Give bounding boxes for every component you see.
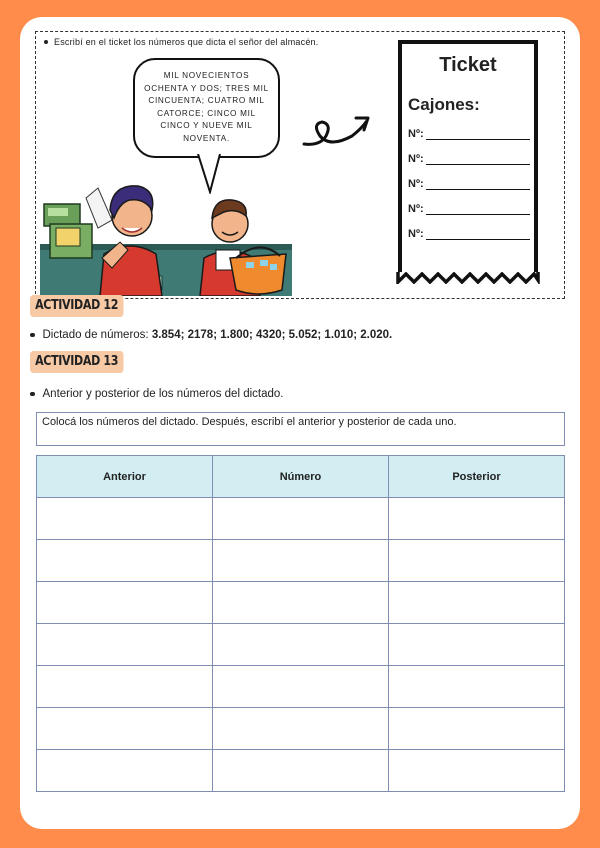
posterior-cell[interactable] — [389, 666, 565, 708]
numero-cell[interactable] — [213, 708, 389, 750]
ticket-row-label: Nº: — [408, 178, 424, 190]
ticket-row[interactable] — [408, 227, 534, 240]
ticket-subtitle: Cajones: — [408, 95, 480, 114]
posterior-cell[interactable] — [389, 498, 565, 540]
ticket-row-label: Nº: — [408, 153, 424, 165]
table-row — [37, 582, 565, 624]
ticket-blank-line[interactable] — [426, 155, 530, 165]
table-row — [37, 624, 565, 666]
curly-arrow-icon — [300, 106, 374, 156]
ticket-blank-line[interactable] — [426, 130, 530, 140]
table-row — [37, 708, 565, 750]
table-row — [37, 750, 565, 792]
ticket-blank-line[interactable] — [426, 230, 530, 240]
numero-cell[interactable] — [213, 540, 389, 582]
instruction — [44, 37, 318, 47]
numero-cell[interactable] — [213, 624, 389, 666]
numero-cell[interactable] — [213, 498, 389, 540]
anterior-cell[interactable] — [37, 750, 213, 792]
illustration-box — [35, 31, 565, 299]
activity-12-bullet — [30, 329, 392, 341]
posterior-cell[interactable] — [389, 624, 565, 666]
speech-bubble: MIL NOVECIENTOS OCHENTA Y DOS; TRES MIL CINCUENTA; CUATRO MIL CATORCE; CINCO MIL CINCO Y NUEVE MIL NOVENTA. — [133, 58, 280, 158]
bullet-dot — [30, 333, 35, 338]
ticket — [398, 40, 538, 276]
numero-cell[interactable] — [213, 582, 389, 624]
posterior-cell[interactable] — [389, 750, 565, 792]
ticket-row-label: Nº: — [408, 228, 424, 240]
anterior-cell[interactable] — [37, 666, 213, 708]
bullet-dot — [44, 40, 48, 44]
ticket-row-label: Nº: — [408, 128, 424, 140]
activity-12-title: ACTIVIDAD 12 — [30, 295, 123, 317]
activity-13-title: ACTIVIDAD 13 — [30, 351, 123, 373]
ticket-title: Ticket — [439, 54, 497, 76]
anterior-cell[interactable] — [37, 498, 213, 540]
header-posterior: Posterior — [389, 456, 565, 498]
ticket-row[interactable] — [408, 152, 534, 165]
task-instruction-box: Colocá los números del dictado. Después, escribí el anterior y posterior de cada uno. — [36, 412, 565, 446]
dictation-label: Dictado de números: — [42, 329, 152, 341]
instruction-text: Escribí en el ticket los números que dicta el señor del almacén. — [54, 37, 319, 47]
dictation-numbers: 3.854; 2178; 1.800; 4320; 5.052; 1.010; 2.020. — [151, 329, 393, 341]
anterior-cell[interactable] — [37, 624, 213, 666]
dictation-text — [43, 329, 393, 341]
bullet-dot — [30, 392, 35, 397]
table-row — [37, 666, 565, 708]
anterior-cell[interactable] — [37, 540, 213, 582]
anterior-cell[interactable] — [37, 582, 213, 624]
table-row — [37, 498, 565, 540]
ticket-row[interactable] — [408, 177, 534, 190]
activity-13-bullet — [30, 388, 283, 400]
shop-illustration — [40, 158, 292, 296]
numero-cell[interactable] — [213, 666, 389, 708]
ticket-blank-line[interactable] — [426, 205, 530, 215]
table-header-row — [37, 456, 565, 498]
worksheet — [20, 17, 580, 829]
answer-table — [36, 455, 565, 792]
table-body — [37, 498, 565, 792]
posterior-cell[interactable] — [389, 582, 565, 624]
posterior-cell[interactable] — [389, 708, 565, 750]
ticket-blank-line[interactable] — [426, 180, 530, 190]
posterior-cell[interactable] — [389, 540, 565, 582]
activity-13-text: Anterior y posterior de los números del dictado. — [42, 388, 284, 400]
header-anterior: Anterior — [37, 456, 213, 498]
ticket-row[interactable] — [408, 202, 534, 215]
ticket-zigzag-edge — [396, 272, 540, 284]
anterior-cell[interactable] — [37, 708, 213, 750]
table-row — [37, 540, 565, 582]
ticket-row[interactable] — [408, 127, 534, 140]
numero-cell[interactable] — [213, 750, 389, 792]
header-numero: Número — [213, 456, 389, 498]
ticket-row-label: Nº: — [408, 203, 424, 215]
